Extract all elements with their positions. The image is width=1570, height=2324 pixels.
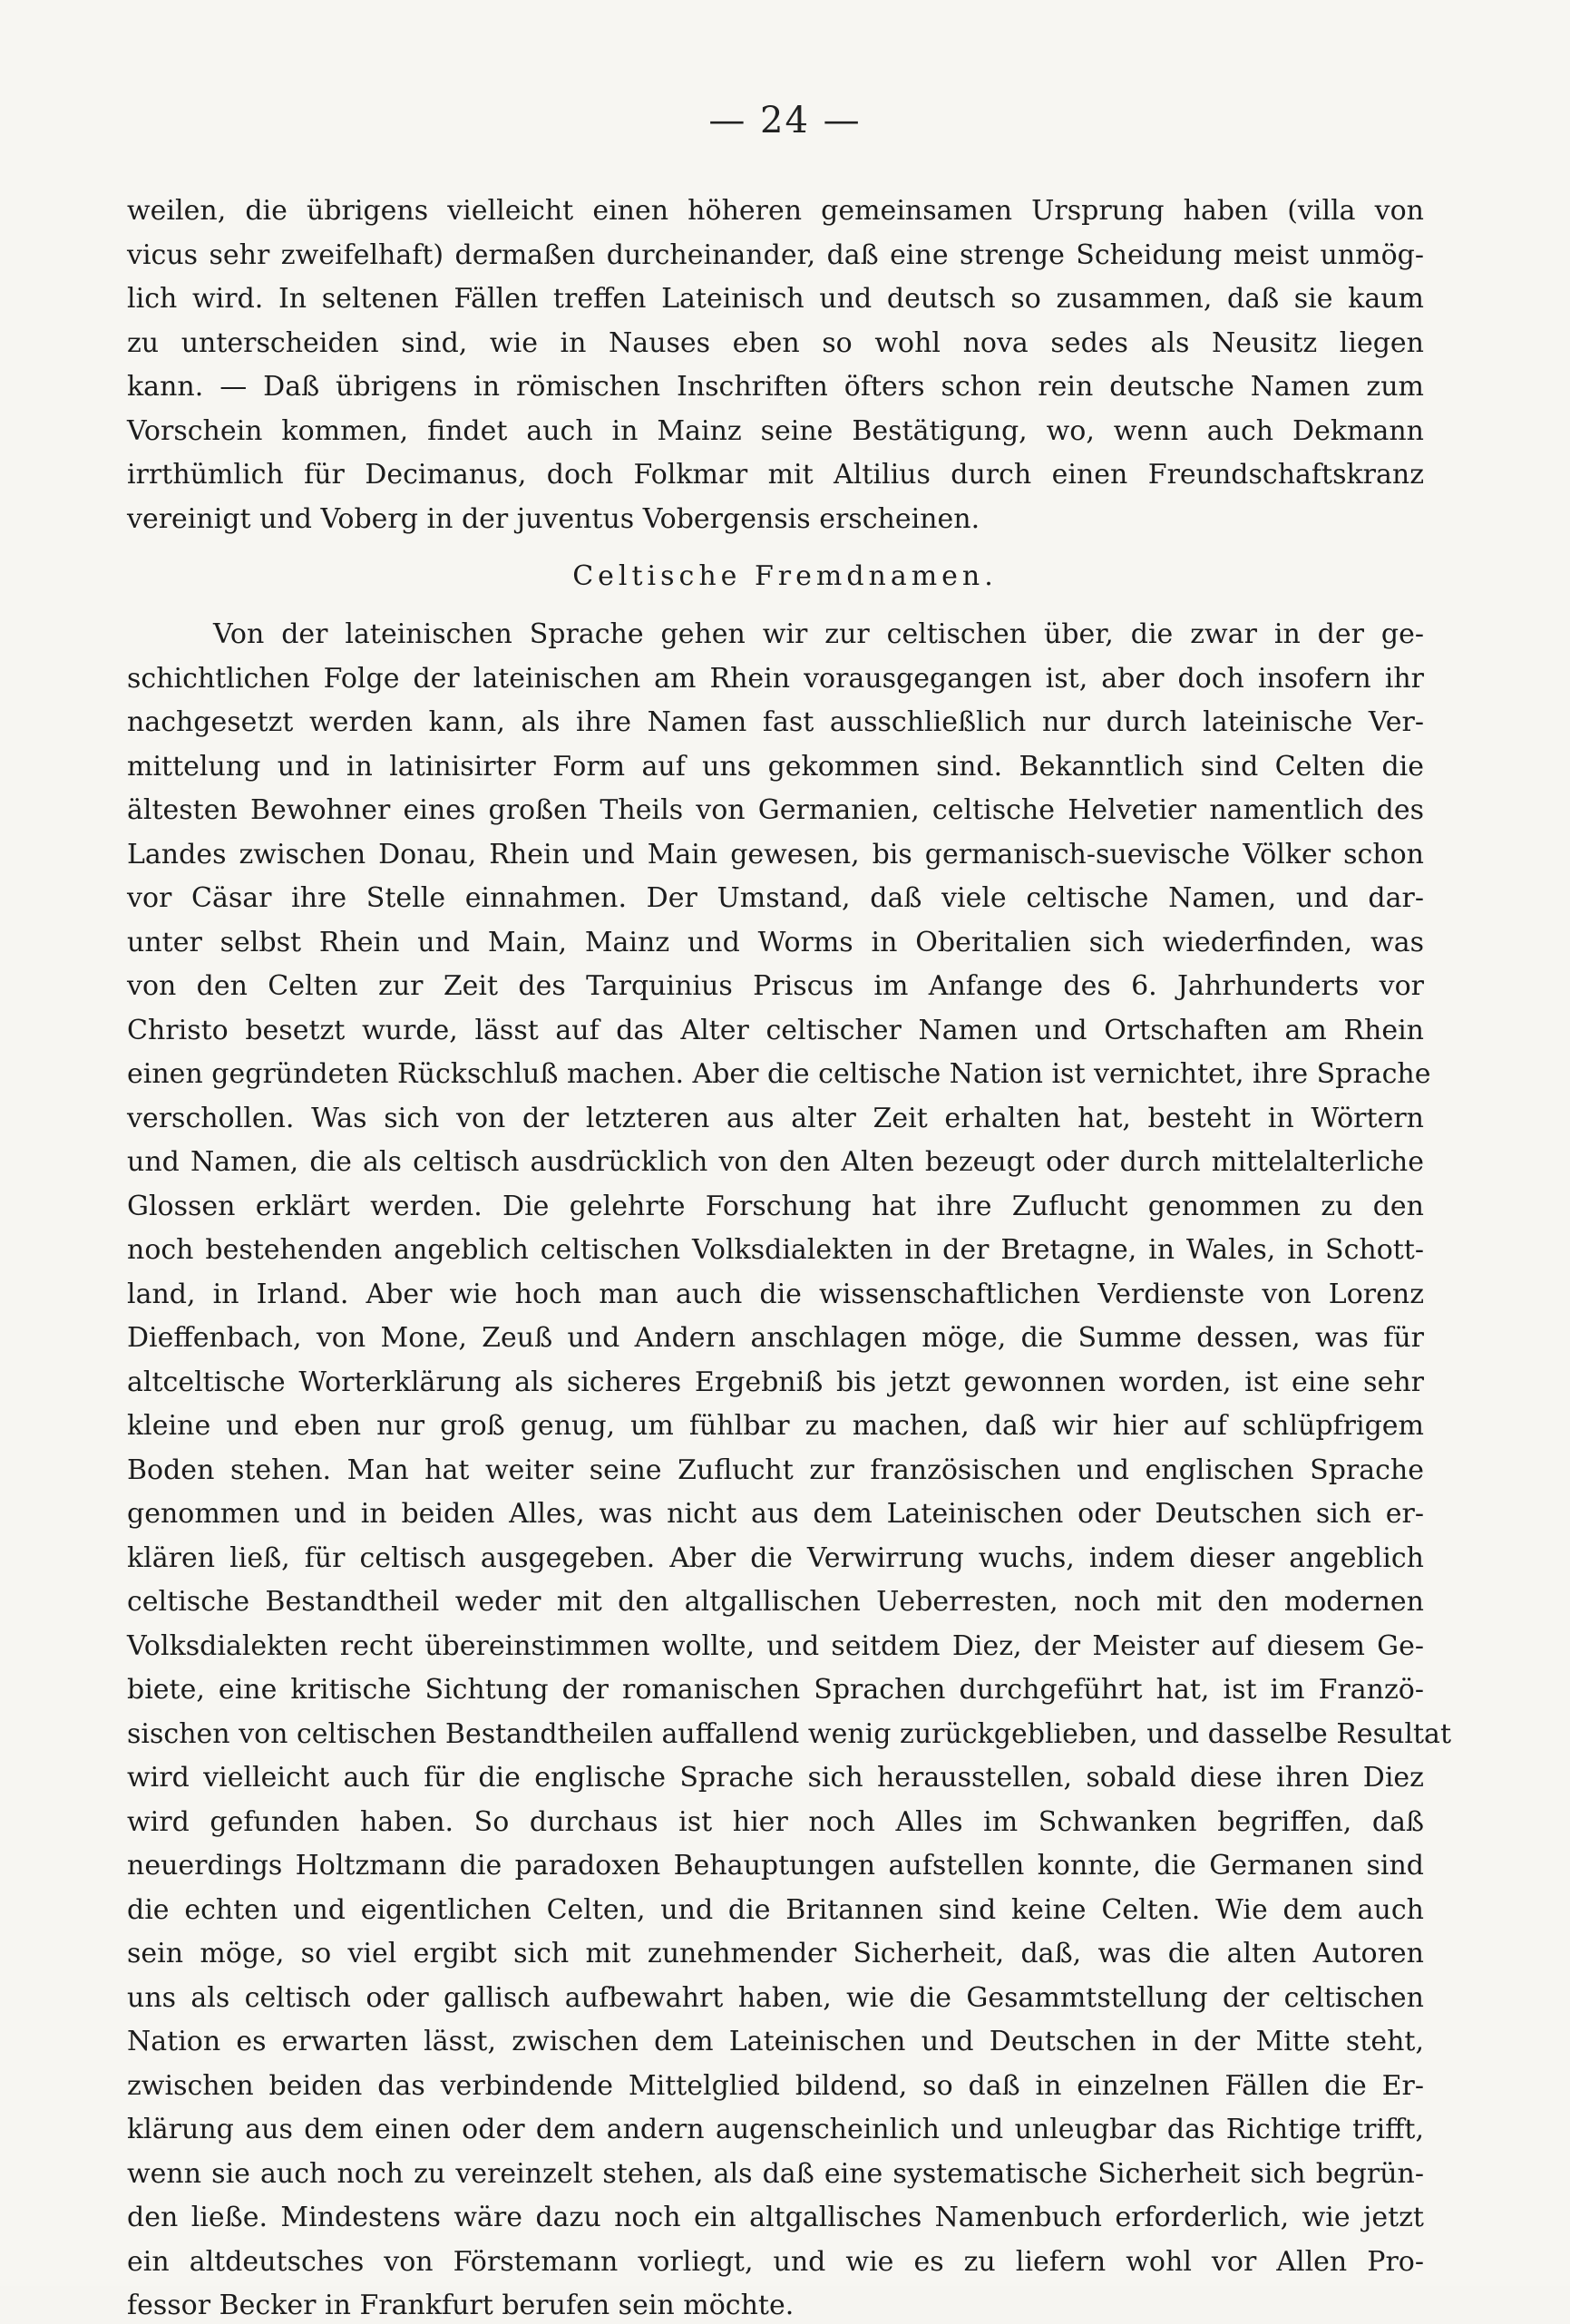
text-line: kann. — Daß übrigens in römischen Inschriften öfters schon rein deutsche Namen zum: [127, 371, 1424, 403]
text-line: zu unterscheiden sind, wie in Nauses eben so wohl nova sedes als Neusitz liegen: [127, 326, 1424, 359]
text-line: genommen und in beiden Alles, was nicht aus dem Lateinischen oder Deutschen sich er-: [127, 1498, 1424, 1530]
text-line: von den Celten zur Zeit des Tarquinius Priscus im Anfange des 6. Jahrhunderts vor: [127, 970, 1424, 1002]
text-line: lich wird. In seltenen Fällen treffen Lateinisch und deutsch so zusammen, daß sie kaum: [127, 283, 1424, 315]
text-line: ein altdeutsches von Förstemann vorliegt, und wie es zu liefern wohl vor Allen Pro-: [127, 2245, 1424, 2278]
text-line: neuerdings Holtzmann die paradoxen Behauptungen aufstellen konnte, die Germanen sind: [127, 1850, 1424, 1882]
text-line: zwischen beiden das verbindende Mittelglied bildend, so daß in einzelnen Fällen die Er-: [127, 2069, 1424, 2102]
text-line: sischen von celtischen Bestandtheilen auffallend wenig zurückgeblieben, und dasselbe Resultat: [127, 1717, 1451, 1750]
text-line: land, in Irland. Aber wie hoch man auch die wissenschaftlichen Verdienste von Lorenz: [127, 1278, 1424, 1310]
text-line: den ließe. Mindestens wäre dazu noch ein altgallisches Namenbuch erforderlich, wie jetzt: [127, 2202, 1424, 2233]
text-line: ältesten Bewohner eines großen Theils von Germanien, celtische Helvetier namentlich des: [127, 794, 1424, 826]
text-line: klärung aus dem einen oder dem andern augenscheinlich und unleugbar das Richtige trifft,: [127, 2114, 1424, 2145]
text-line: wenn sie auch noch zu vereinzelt stehen, als daß eine systematische Sicherheit sich begrün-: [127, 2157, 1424, 2190]
text-line: unter selbst Rhein und Main, Mainz und Worms in Oberitalien sich wiederfinden, was: [127, 926, 1424, 958]
text-line: kleine und eben nur groß genug, um fühlbar zu machen, daß wir hier auf schlüpfrigem: [127, 1410, 1424, 1442]
text-line: Nation es erwarten lässt, zwischen dem Lateinischen und Deutschen in der Mitte steht,: [127, 2026, 1424, 2057]
text-line: irrthümlich für Decimanus, doch Folkmar mit Altilius durch einen Freundschaftskranz: [127, 459, 1424, 491]
text-line: vicus sehr zweifelhaft) dermaßen durcheinander, daß eine strenge Scheidung meist unmög-: [127, 238, 1424, 271]
text-line: Von der lateinischen Sprache gehen wir zur celtischen über, die zwar in der ge-: [213, 618, 1424, 650]
section-heading: Celtische Fremdnamen.: [572, 560, 998, 592]
text-line: biete, eine kritische Sichtung der romanischen Sprachen durchgeführt hat, ist im Franzö-: [127, 1674, 1424, 1706]
text-line: celtische Bestandtheil weder mit den altgallischen Ueberresten, noch mit den modernen: [127, 1586, 1424, 1618]
page-number: — 24 —: [708, 100, 862, 141]
text-line: mittelung und in latinisirter Form auf uns gekommen sind. Bekanntlich sind Celten die: [127, 750, 1424, 783]
text-line: Glossen erklärt werden. Die gelehrte Forschung hat ihre Zuflucht genommen zu den: [127, 1190, 1424, 1222]
text-line: Boden stehen. Man hat weiter seine Zuflucht zur französischen und englischen Sprache: [127, 1454, 1424, 1486]
text-line: weilen, die übrigens vielleicht einen höheren gemeinsamen Ursprung haben (villa von: [127, 195, 1424, 227]
text-line: Vorschein kommen, findet auch in Mainz seine Bestätigung, wo, wenn auch Dekmann: [127, 414, 1424, 447]
text-line: nachgesetzt werden kann, als ihre Namen fast ausschließlich nur durch lateinische Ver-: [127, 706, 1424, 738]
text-line: schichtlichen Folge der lateinischen am Rhein vorausgegangen ist, aber doch insofern ihr: [127, 662, 1424, 695]
text-line: wird gefunden haben. So durchaus ist hier noch Alles im Schwanken begriffen, daß: [127, 1805, 1424, 1838]
text-line: verschollen. Was sich von der letzteren aus alter Zeit erhalten hat, besteht in Wörtern: [127, 1102, 1424, 1134]
text-line: Landes zwischen Donau, Rhein und Main gewesen, bis germanisch-suevische Völker schon: [127, 838, 1424, 870]
text-line: klären ließ, für celtisch ausgegeben. Aber die Verwirrung wuchs, indem dieser angeblich: [127, 1541, 1424, 1574]
text-line: sein möge, so viel ergibt sich mit zunehmender Sicherheit, daß, was die alten Autoren: [127, 1938, 1424, 1969]
text-line: altceltische Worterklärung als sicheres Ergebniß bis jetzt gewonnen worden, ist eine sehr: [127, 1366, 1424, 1398]
text-line: noch bestehenden angeblich celtischen Volksdialekten in der Bretagne, in Wales, in Schott-: [127, 1234, 1424, 1266]
text-line: fessor Becker in Frankfurt berufen sein möchte.: [127, 2290, 795, 2321]
text-line: vereinigt und Voberg in der juventus Vobergensis erscheinen.: [127, 502, 980, 535]
text-line: einen gegründeten Rückschluß machen. Aber die celtische Nation ist vernichtet, ihre Sprache: [127, 1058, 1431, 1090]
text-line: Volksdialekten recht übereinstimmen wollte, und seitdem Diez, der Meister auf diesem Ge-: [127, 1629, 1424, 1662]
text-line: und Namen, die als celtisch ausdrücklich von den Alten bezeugt oder durch mittelalterliche: [127, 1146, 1424, 1178]
text-line: wird vielleicht auch für die englische Sprache sich herausstellen, sobald diese ihren Diez: [127, 1762, 1424, 1794]
text-line: vor Cäsar ihre Stelle einnahmen. Der Umstand, daß viele celtische Namen, und dar-: [127, 882, 1424, 914]
text-line: uns als celtisch oder gallisch aufbewahrt haben, wie die Gesammtstellung der celtischen: [127, 1981, 1424, 2014]
text-line: Christo besetzt wurde, lässt auf das Alter celtischer Namen und Ortschaften am Rhein: [127, 1014, 1424, 1046]
text-line: Dieffenbach, von Mone, Zeuß und Andern anschlagen möge, die Summe dessen, was für: [127, 1322, 1424, 1354]
text-line: die echten und eigentlichen Celten, und die Britannen sind keine Celten. Wie dem auch: [127, 1893, 1424, 1926]
